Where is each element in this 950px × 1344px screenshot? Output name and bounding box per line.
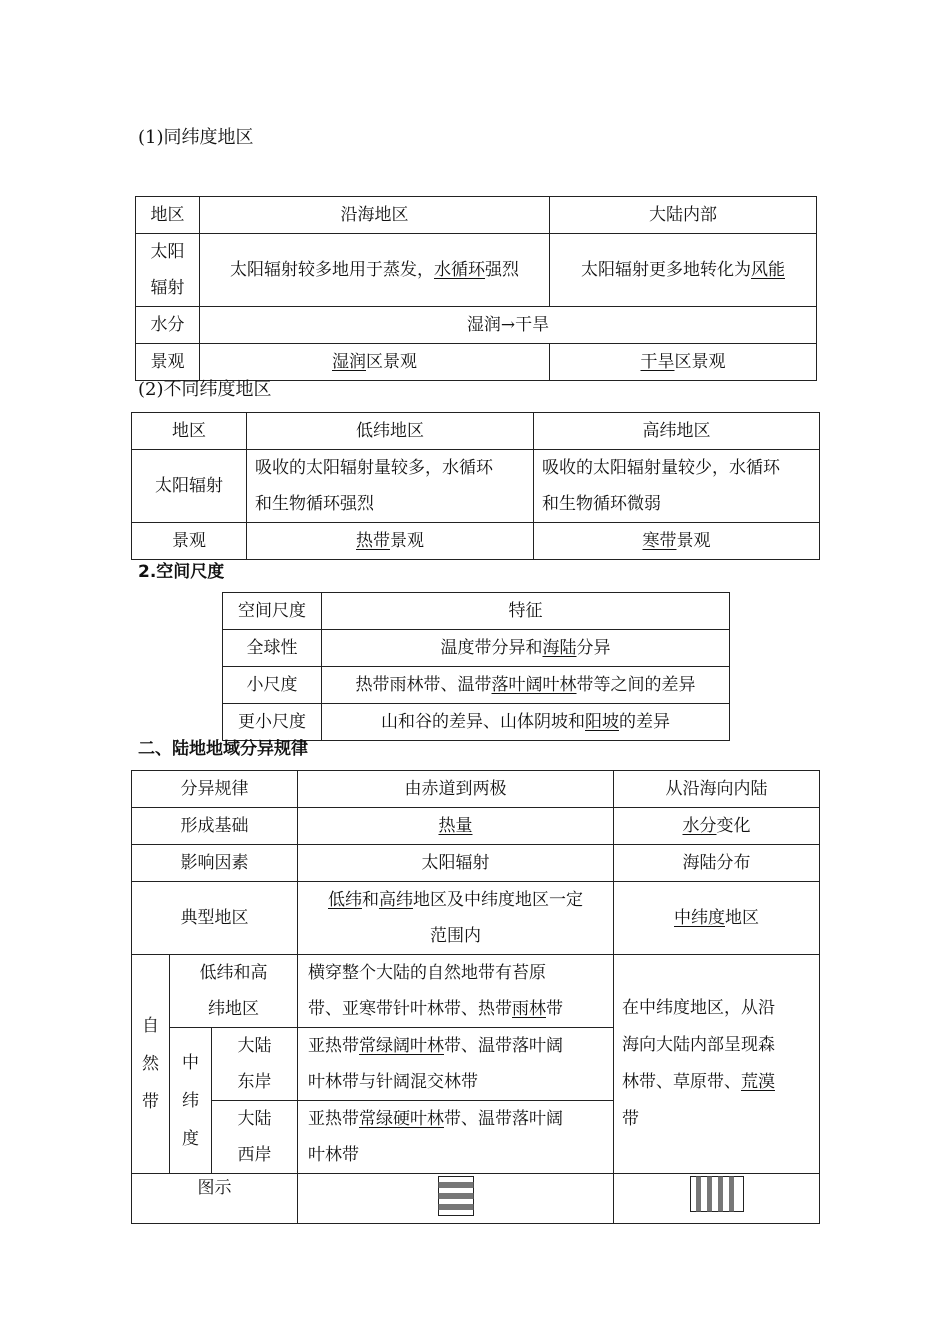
global-underline: 海陆 — [542, 638, 577, 658]
inland-landscape-underline: 干旱 — [640, 352, 675, 372]
high-landscape-post: 景观 — [676, 531, 711, 551]
region-a-underline1: 低纬 — [328, 890, 362, 910]
label-basis: 形成基础 — [132, 808, 298, 845]
cell-basis-b — [614, 808, 820, 845]
inland-nz-line1: 在中纬度地区，从沿 — [622, 998, 775, 1018]
natural-zone-char3: 带 — [142, 1092, 159, 1112]
mid-latitude-char3: 度 — [182, 1128, 199, 1149]
cell-low-landscape — [247, 523, 534, 560]
section-heading-land-zonation: 二、陆地地域分异规律 — [138, 739, 308, 759]
inland-landscape-post: 区景观 — [674, 352, 726, 372]
low-landscape-post: 景观 — [390, 531, 424, 551]
spatial-scale-table — [222, 592, 730, 741]
coastal-solar-underline: 水循环 — [434, 260, 485, 280]
label-small-scale: 小尺度 — [223, 667, 322, 704]
header-region-2: 地区 — [132, 413, 247, 450]
coastal-solar-post: 强烈 — [485, 260, 519, 280]
cell-high-solar — [534, 450, 820, 523]
small-underline: 落叶阔叶林 — [491, 675, 577, 695]
region-a-underline2: 高纬 — [379, 890, 413, 910]
east-desc-post: 带、温带落叶阔 — [444, 1036, 563, 1056]
label-solar-line2: 辐射 — [150, 278, 185, 298]
region-a-post1: 地区及中纬度地区一定 — [413, 890, 583, 910]
cell-small-scale — [322, 667, 730, 704]
low-solar-line2: 和生物循环强烈 — [255, 494, 374, 514]
low-high-line1: 低纬和高 — [199, 963, 268, 983]
coastal-landscape-underline: 湿润 — [332, 352, 366, 372]
cell-high-landscape — [534, 523, 820, 560]
low-high-desc-post: 带 — [546, 999, 563, 1019]
inland-solar-underline: 风能 — [751, 260, 785, 280]
cell-coastal-landscape — [200, 344, 550, 381]
label-water: 水分 — [136, 307, 200, 344]
basis-b-underline: 水分 — [682, 816, 717, 836]
cell-diagram-horizontal — [298, 1174, 614, 1224]
cell-factor-a: 太阳辐射 — [298, 845, 614, 882]
label-solar-2: 太阳辐射 — [132, 450, 247, 523]
low-landscape-underline: 热带 — [356, 531, 390, 551]
low-high-desc-underline: 雨林 — [512, 999, 546, 1019]
inland-nz-line3 — [622, 1064, 813, 1101]
low-high-line2: 纬地区 — [208, 999, 259, 1019]
east-desc-pre: 亚热带 — [308, 1036, 359, 1056]
label-solar-line1: 太阳 — [150, 242, 185, 262]
inland-nz-underline: 荒漠 — [741, 1072, 775, 1092]
label-smaller-scale: 更小尺度 — [223, 704, 322, 741]
west-desc-post: 带、温带落叶阔 — [444, 1109, 563, 1129]
inland-solar-pre: 太阳辐射更多地转化为 — [581, 260, 751, 280]
inland-nz-line3-pre: 林带、草原带、 — [622, 1072, 741, 1092]
cell-global — [322, 630, 730, 667]
natural-zone-char2: 然 — [142, 1054, 159, 1074]
label-landscape: 景观 — [136, 344, 200, 381]
coastal-landscape-post: 区景观 — [366, 352, 417, 372]
cell-factor-b: 海陆分布 — [614, 845, 820, 882]
coastal-solar-pre: 太阳辐射较多地用于蒸发， — [230, 260, 434, 280]
section-heading-same-latitude: (1)同纬度地区 — [138, 127, 254, 148]
label-typical-region: 典型地区 — [132, 882, 298, 955]
basis-b-post: 变化 — [716, 816, 751, 836]
label-west-coast — [212, 1101, 298, 1174]
small-pre: 热带雨林带、温带 — [355, 675, 492, 695]
label-solar — [136, 234, 200, 307]
cell-region-a — [298, 882, 614, 955]
inland-nz-line4: 带 — [622, 1109, 639, 1129]
vertical-zones-diagram — [690, 1176, 744, 1212]
header-inland: 大陆内部 — [550, 197, 817, 234]
header-high-latitude: 高纬地区 — [534, 413, 820, 450]
cell-region-b — [614, 882, 820, 955]
header-coastal: 沿海地区 — [200, 197, 550, 234]
cell-west-coast-desc — [298, 1101, 614, 1174]
cell-water: 湿润→干旱 — [200, 307, 817, 344]
cell-low-high-desc — [298, 955, 614, 1028]
section-heading-spatial-scale: 2.空间尺度 — [138, 562, 225, 582]
high-solar-line2: 和生物循环微弱 — [542, 494, 661, 514]
label-landscape-2: 景观 — [132, 523, 247, 560]
west-coast-line1: 大陆 — [237, 1109, 272, 1129]
cell-diagram-vertical — [614, 1174, 820, 1224]
east-desc-line2: 叶林带与针阔混交林带 — [308, 1072, 478, 1092]
label-east-coast — [212, 1028, 298, 1101]
low-high-desc-line2 — [308, 991, 607, 1027]
low-high-desc-line1: 横穿整个大陆的自然地带有苔原 — [308, 963, 546, 983]
east-coast-line2: 东岸 — [237, 1072, 272, 1092]
horizontal-zones-diagram — [438, 1176, 474, 1216]
west-coast-line2: 西岸 — [237, 1145, 272, 1165]
label-factor: 影响因素 — [132, 845, 298, 882]
high-landscape-underline: 寒带 — [642, 531, 677, 551]
region-b-post: 地区 — [725, 908, 759, 928]
cell-smaller-scale — [322, 704, 730, 741]
west-desc-line2: 叶林带 — [308, 1145, 359, 1165]
west-desc-pre: 亚热带 — [308, 1109, 359, 1129]
cell-inland-landscape — [550, 344, 817, 381]
region-a-line2: 范围内 — [430, 926, 481, 946]
west-desc-line1 — [308, 1101, 607, 1137]
global-post: 分异 — [576, 638, 611, 658]
east-desc-line1 — [308, 1028, 607, 1064]
same-latitude-table — [135, 196, 817, 381]
header-region: 地区 — [136, 197, 200, 234]
header-feature: 特征 — [322, 593, 730, 630]
diff-latitude-table — [131, 412, 820, 560]
basis-a-underline: 热量 — [438, 816, 473, 836]
cell-inland-solar — [550, 234, 817, 307]
label-low-high-latitude — [170, 955, 298, 1028]
header-low-latitude: 低纬地区 — [247, 413, 534, 450]
smaller-underline: 阳坡 — [585, 712, 619, 732]
land-zonation-table — [131, 770, 820, 1224]
inland-nz-line2: 海向大陆内部呈现森 — [622, 1035, 775, 1055]
cell-basis-a — [298, 808, 614, 845]
west-desc-underline: 常绿硬叶林 — [359, 1109, 444, 1129]
header-pattern: 分异规律 — [132, 771, 298, 808]
east-coast-line1: 大陆 — [237, 1036, 272, 1056]
region-a-line1 — [304, 882, 607, 918]
mid-latitude-char2: 纬 — [182, 1090, 199, 1111]
mid-latitude-char1: 中 — [182, 1052, 199, 1073]
cell-inland-natural-zone — [614, 955, 820, 1174]
high-solar-line1: 吸收的太阳辐射量较少，水循环 — [542, 458, 780, 478]
region-b-underline: 中纬度 — [674, 908, 725, 928]
header-equator-poles: 由赤道到两极 — [298, 771, 614, 808]
cell-coastal-solar — [200, 234, 550, 307]
section-heading-diff-latitude: (2)不同纬度地区 — [138, 379, 272, 400]
smaller-pre: 山和谷的差异、山体阴坡和 — [381, 712, 585, 732]
global-pre: 温度带分异和 — [440, 638, 543, 658]
label-global: 全球性 — [223, 630, 322, 667]
header-coast-inland: 从沿海向内陆 — [614, 771, 820, 808]
header-scale: 空间尺度 — [223, 593, 322, 630]
east-desc-underline: 常绿阔叶林 — [359, 1036, 444, 1056]
label-natural-zone — [132, 955, 170, 1174]
cell-low-solar — [247, 450, 534, 523]
natural-zone-char1: 自 — [142, 1016, 159, 1036]
low-high-desc-pre: 带、亚寒带针叶林带、热带 — [308, 999, 512, 1019]
small-post: 带等之间的差异 — [576, 675, 696, 695]
cell-east-coast-desc — [298, 1028, 614, 1101]
smaller-post: 的差异 — [619, 712, 670, 732]
low-solar-line1: 吸收的太阳辐射量较多，水循环 — [255, 458, 493, 478]
label-diagram: 图示 — [132, 1174, 298, 1224]
label-mid-latitude — [170, 1028, 212, 1174]
region-a-mid: 和 — [362, 890, 379, 910]
